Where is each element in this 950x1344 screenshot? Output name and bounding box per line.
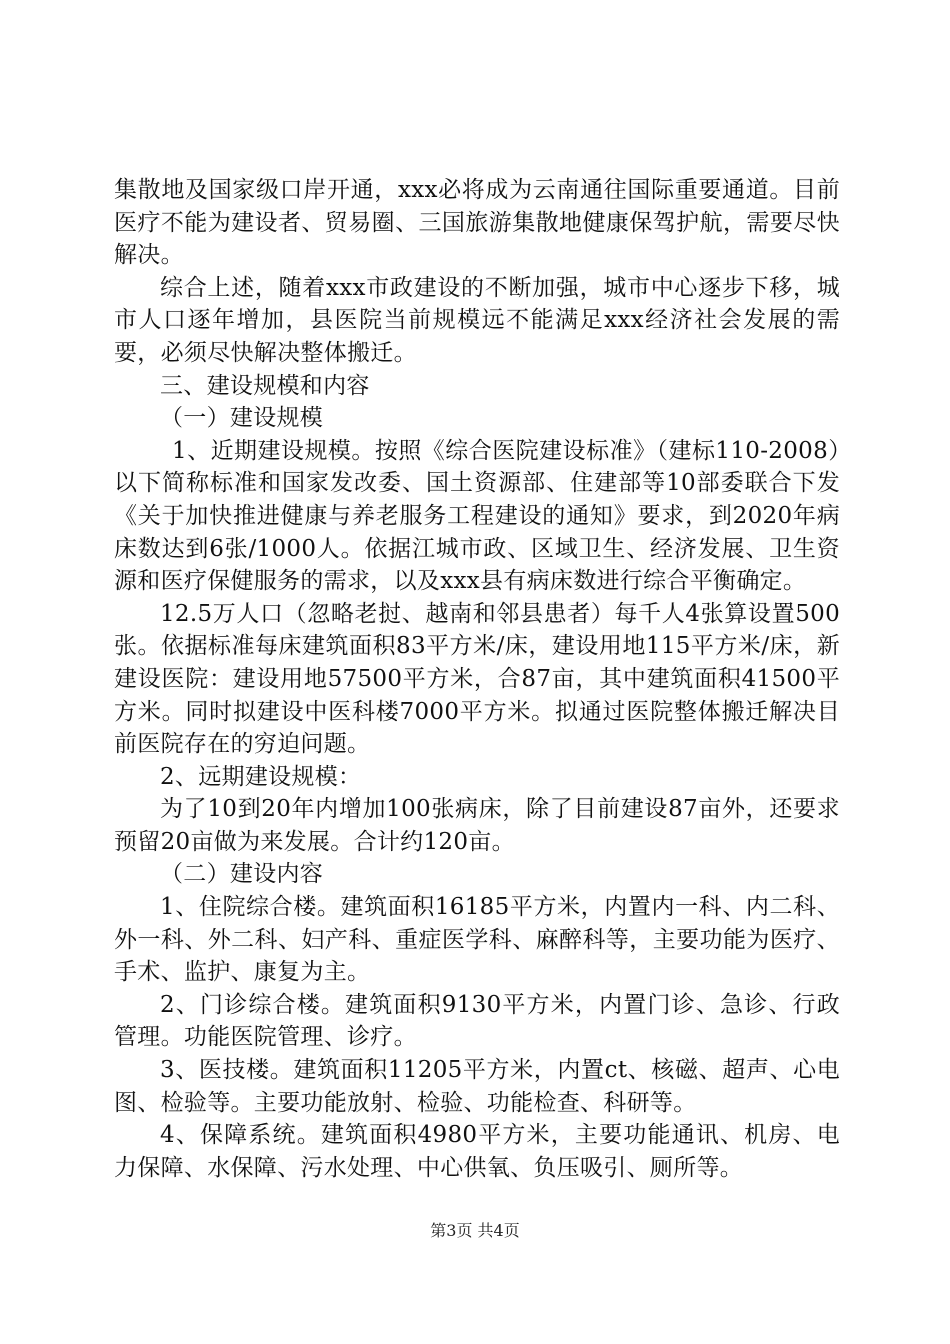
paragraph: 4、保障系统。建筑面积4980平方米，主要功能通讯、机房、电力保障、水保障、污水处理、中心供氧、负压吸引、厕所等。 <box>114 1122 840 1181</box>
paragraph: 综合上述，随着xxx市政建设的不断加强，城市中心逐步下移，城市人口逐年增加，县医院当前规模远不能满足xxx经济社会发展的需要，必须尽快解决整体搬迁。 <box>114 274 840 366</box>
paragraph: 2、门诊综合楼。建筑面积9130平方米，内置门诊、急诊、行政管理。功能医院管理、诊疗。 <box>114 991 840 1051</box>
paragraph: 为了10到20年内增加100张病床，除了目前建设87亩外，还要求预留20亩做为来发展。合计约120亩。 <box>114 796 840 855</box>
paragraph: 1、住院综合楼。建筑面积16185平方米，内置内一科、内二科、外一科、外二科、妇产科、重症医学科、麻醉科等，主要功能为医疗、手术、监护、康复为主。 <box>114 894 840 986</box>
paragraph: 1、近期建设规模。按照《综合医院建设标准》（建标110-2008）以下简称标准和国家发改委、国土资源部、住建部等10部委联合下发《关于加快推进健康与养老服务工程建设的通知》要求，到2020年病床数达到6张/1000人。依据江城市政、区域卫生、经济发展、卫生资源和医疗保健服务的需求，以及xxx县有病床数进行综合平衡确定。 <box>114 437 840 595</box>
section-heading: 三、建设规模和内容 <box>160 372 370 399</box>
paragraph: 3、医技楼。建筑面积11205平方米，内置ct、核磁、超声、心电图、检验等。主要功能放射、检验、功能检查、科研等。 <box>114 1057 840 1116</box>
paragraph: 12.5万人口（忽略老挝、越南和邻县患者）每千人4张算设置500张。依据标准每床建筑面积83平方米/床，建设用地115平方米/床，新建设医院：建设用地57500平方米，合87亩，其中建筑面积41500平方米。同时拟建设中医科楼7000平方米。拟通过医院整体搬迁解决目前医院存在的穷迫问题。 <box>114 600 840 758</box>
subsection-heading: （二）建设内容 <box>160 861 324 888</box>
subsection-heading: （一）建设规模 <box>160 405 324 432</box>
paragraph: 集散地及国家级口岸开通，xxx必将成为云南通往国际重要通道。目前医疗不能为建设者、贸易圈、三国旅游集散地健康保驾护航，需要尽快解决。 <box>114 177 840 269</box>
page-footer: 第3页 共4页 <box>430 1221 520 1240</box>
body-text <box>114 174 840 1184</box>
paragraph: 2、远期建设规模： <box>160 763 362 790</box>
